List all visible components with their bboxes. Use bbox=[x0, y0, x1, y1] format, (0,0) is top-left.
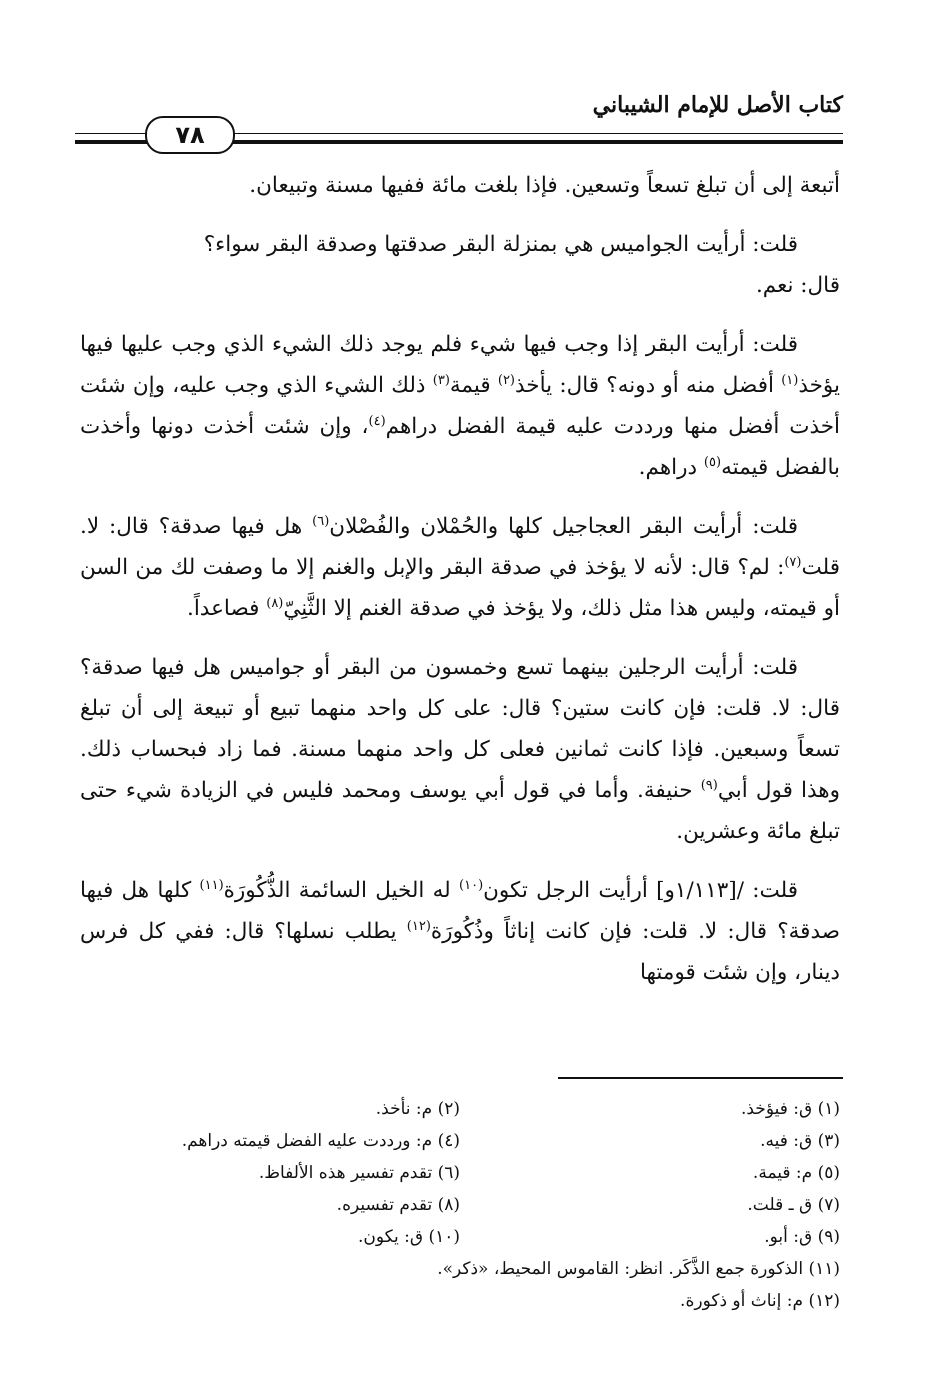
footnote-ref: (٩) bbox=[700, 777, 718, 793]
footnote-ref: (٦) bbox=[312, 513, 330, 529]
text-run: قلت: أرأيت البقر إذا وجب فيها شيء فلم يوجد ذلك الشيء الذي وجب عليها فيها يؤخذ bbox=[80, 332, 840, 398]
footnote-8: (٨) تقدم تفسيره. bbox=[336, 1195, 460, 1215]
paragraph-2 bbox=[80, 224, 840, 265]
text-run: ذلك الشيء الذي وجب عليه، وإن شئت أخذت أفضل منها ورددت عليه قيمة الفضل دراهم bbox=[80, 373, 841, 439]
paragraph-5 bbox=[80, 647, 840, 852]
text-run: فصاعداً. bbox=[187, 596, 267, 621]
text-run: أفضل منه أو دونه؟ قال: يأخذ bbox=[515, 373, 782, 398]
paragraph-1: أتبعة إلى أن تبلغ تسعاً وتسعين. فإذا بلغت مائة ففيها مسنة وتبيعان. bbox=[249, 173, 840, 198]
paragraph-6 bbox=[80, 870, 840, 993]
text-run: دراهم. bbox=[638, 455, 704, 480]
footnote-9: (٩) ق: أبو. bbox=[764, 1227, 840, 1247]
footnotes bbox=[80, 1093, 840, 1317]
paragraph-3 bbox=[80, 324, 840, 488]
text-run: : لم؟ قال: لأنه لا يؤخذ في صدقة البقر والإبل والغنم إلا ما وصفت لك من السن أو قيمته، وليس هذا مثل ذلك، ولا يؤخذ في صدقة الغنم إلا الثَّنِيّ bbox=[80, 555, 840, 621]
footnote-ref: (١٢) bbox=[406, 918, 431, 934]
text-run: حنيفة. وأما في قول أبي يوسف ومحمد فليس في الزيادة شيء حتى تبلغ مائة وعشرين. bbox=[80, 778, 840, 844]
text-run: قلت: أرأيت الرجلين بينهما تسع وخمسون من البقر أو جواميس هل فيها صدقة؟ قال: لا. قلت: فإن كانت ستين؟ قال: على كل واحد منهما تبيع أو تبيعة إلى أن تبلغ تسعاً وسبعين. فإذا كانت ثمانين فعلى كل واحد منهما مسنة. فما زاد فبحساب ذلك. وهذا قول أبي bbox=[80, 655, 840, 803]
footnote-6: (٦) تقدم تفسير هذه الألفاظ. bbox=[258, 1163, 460, 1183]
page-header bbox=[75, 92, 843, 152]
footnote-row bbox=[80, 1093, 840, 1125]
text-run: ، وإن شئت أخذت دونها وأخذت بالفضل قيمته bbox=[80, 414, 840, 480]
footnote-12: (١٢) م: إناث أو ذكورة. bbox=[680, 1291, 840, 1311]
footnote-3: (٣) ق: فيه. bbox=[760, 1131, 840, 1151]
main-text bbox=[80, 165, 840, 1011]
footnote-separator bbox=[558, 1077, 843, 1079]
text-run: كلها هل فيها صدقة؟ قال: لا. قلت: فإن كانت إناثاً وذُكُورَة bbox=[80, 878, 841, 944]
footnote-row bbox=[80, 1285, 840, 1317]
footnote-row bbox=[80, 1253, 840, 1285]
footnote-2: (٢) م: نأخذ. bbox=[375, 1099, 460, 1119]
footnote-10: (١٠) ق: يكون. bbox=[357, 1227, 460, 1247]
footnote-ref: (١٠) bbox=[459, 877, 484, 893]
text-run: هل فيها صدقة؟ قال: لا. قلت bbox=[80, 514, 840, 580]
paragraph-4 bbox=[80, 506, 840, 629]
text-run: قلت: /[١/١١٣و] أرأيت الرجل تكون bbox=[483, 878, 798, 903]
footnote-row bbox=[80, 1221, 840, 1253]
footnote-7: (٧) ق ـ قلت. bbox=[747, 1195, 840, 1215]
footnote-11: (١١) الذكورة جمع الذَّكَر. انظر: القاموس المحيط، «ذكر». bbox=[437, 1259, 840, 1279]
footnote-ref: (٨) bbox=[266, 595, 284, 611]
paragraph-2-question: قلت: أرأيت الجواميس هي بمنزلة البقر صدقتها وصدقة البقر سواء؟ bbox=[203, 232, 798, 257]
footnote-ref: (١١) bbox=[199, 877, 224, 893]
footnote-ref: (٥) bbox=[703, 454, 722, 470]
book-title: كتاب الأصل للإمام الشيباني bbox=[592, 92, 843, 118]
footnote-ref: (٤) bbox=[368, 413, 386, 429]
text-run: له الخيل السائمة الذُّكُورَة bbox=[223, 878, 460, 903]
page-number: ٧٨ bbox=[145, 116, 235, 154]
footnote-row bbox=[80, 1125, 840, 1157]
text-run: قيمة bbox=[449, 373, 498, 398]
footnote-5: (٥) م: قيمة. bbox=[752, 1163, 840, 1183]
footnote-ref: (٧) bbox=[784, 554, 802, 570]
footnote-4: (٤) م: ورددت عليه الفضل قيمته دراهم. bbox=[181, 1131, 460, 1151]
paragraph-2-answer: قال: نعم. bbox=[755, 273, 840, 298]
footnote-1: (١) ق: فيؤخذ. bbox=[740, 1099, 840, 1119]
text-run: قلت: أرأيت البقر العجاجيل كلها والحُمْلان والفُصْلان bbox=[329, 514, 798, 539]
footnote-ref: (٢) bbox=[497, 372, 515, 388]
text-run: يطلب نسلها؟ قال: ففي كل فرس دينار، وإن شئت قومتها bbox=[80, 919, 840, 985]
footnote-ref: (١) bbox=[781, 372, 799, 388]
footnote-row bbox=[80, 1189, 840, 1221]
footnote-ref: (٣) bbox=[432, 372, 450, 388]
footnote-row bbox=[80, 1157, 840, 1189]
